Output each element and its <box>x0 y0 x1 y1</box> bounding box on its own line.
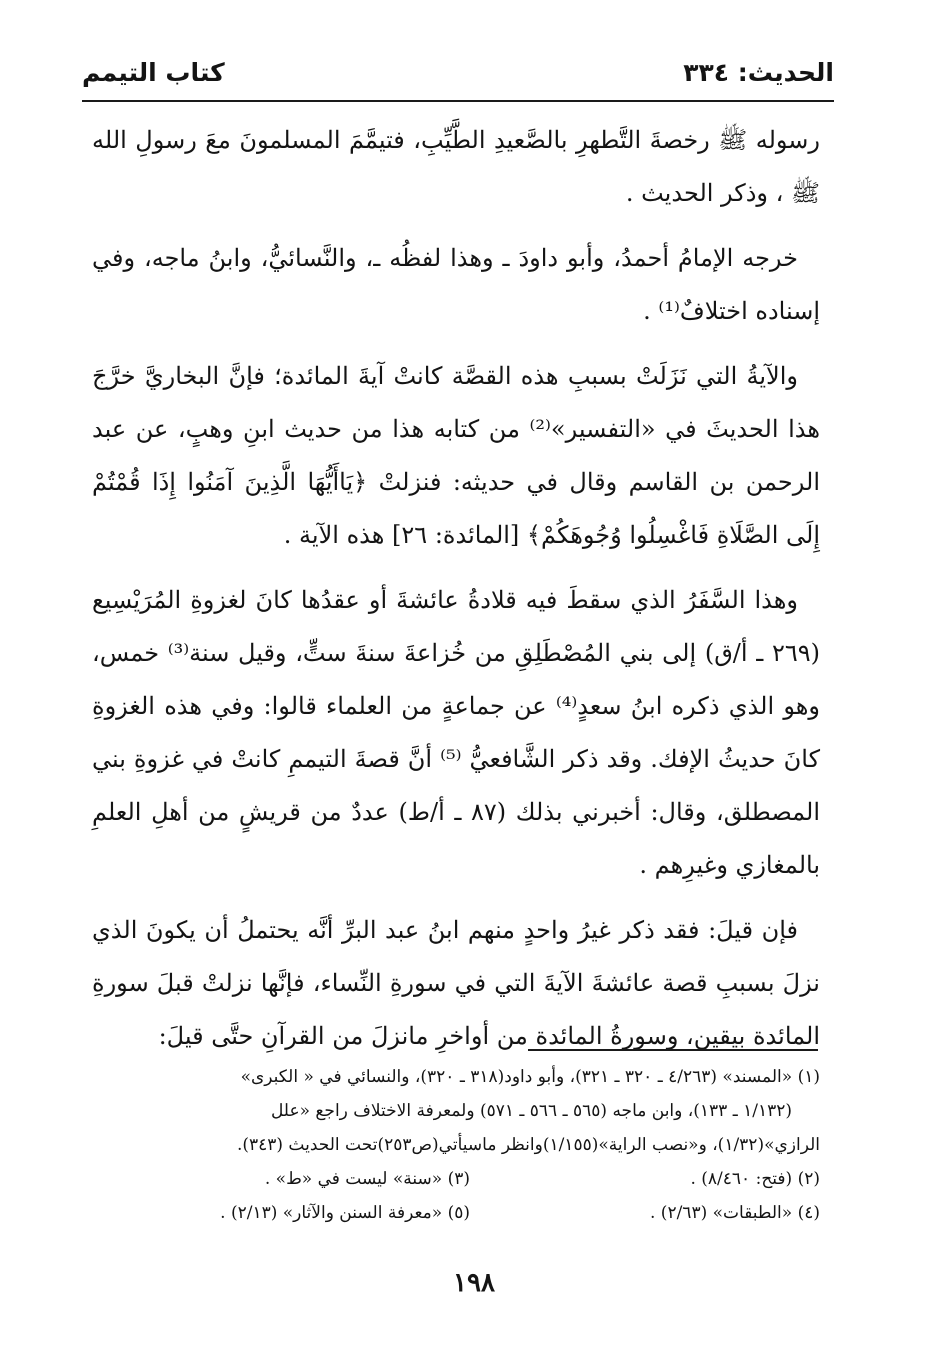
paragraph: خرجه الإمامُ أحمدُ، وأبو داودَ ـ وهذا لفظُه ـ، والنَّسائيُّ، وابنُ ماجه، وفي إسناده اختلافٌ⁽¹⁾ . <box>92 244 820 325</box>
header-divider <box>82 100 834 102</box>
running-header <box>82 56 834 96</box>
footnote-1-continued: الرازي»(١/٣٢)، و«نصب الراية»(١/١٥٥)وانظر ماسيأتي(ص٢٥٣)تحت الحديث (٣٤٣). <box>236 1135 820 1155</box>
page-number: ١٩٨ <box>453 1268 495 1298</box>
footnote-3: (٣) «سنة» ليست في «ط» . <box>264 1169 470 1189</box>
chapter-title: كتاب التيمم <box>82 58 225 87</box>
footnote-1: (١) «المسند» (٤/٢٦٣ ـ ٣٢٠ ـ ٣٢١)، وأبو داود(٣١٨ ـ ٣٢٠)، والنسائي في « الكبرى» <box>240 1067 820 1087</box>
hadith-number-label: الحديث: ٣٣٤ <box>683 58 834 87</box>
footnote-divider <box>528 1049 818 1051</box>
footnote-1-continued: (١/١٣٢ ـ ١٣٣)، وابن ماجه (٥٦٥ ـ ٥٦٦ ـ ٥٧١) ولمعرفة الاختلاف راجع «علل <box>270 1101 792 1121</box>
main-text <box>92 114 820 1075</box>
paragraph: رسوله ﷺ رخصةَ التَّطهرِ بالصَّعيدِ الطَّيِّبِ، فتيمَّمَ المسلمونَ معَ رسولِ الله ﷺ ، وذكر الحديث . <box>92 126 820 207</box>
footnote-2: (٢) (فتح: ٨/٤٦٠) . <box>690 1169 820 1189</box>
paragraph: فإن قيلَ: فقد ذكر غيرُ واحدٍ منهم ابنُ عبد البرِّ أنَّه يحتملُ أن يكونَ الذي نزلَ بسببِ قصة عائشةَ الآيةَ التي في سورةِ النِّساء، فإنَّها نزلتْ قبلَ سورةِ المائدة بيقين، وسورةُ المائدة من أواخرِ مانزلَ من القرآنِ حتَّى قيلَ: <box>92 916 820 1050</box>
footnotes <box>84 1060 820 1230</box>
paragraph: والآيةُ التي نَزَلَتْ بسببِ هذه القصَّة كانتْ آيةَ المائدة؛ فإنَّ البخاريَّ خرَّجَ هذا الحديثَ في «التفسير»⁽²⁾ من كتابه هذا من حديث ابنِ وهبٍ، عن عبد الرحمن بن القاسم وقال في حديثه: فنزلتْ ﴿يَاأَيُّهَا الَّذِينَ آمَنُوا إِذَا قُمْتُمْ إِلَى الصَّلَاةِ فَاغْسِلُوا وُجُوهَكُمْ﴾ [المائدة: ٢٦] هذه الآية . <box>92 362 820 549</box>
paragraph: وهذا السَّفَرُ الذي سقطَ فيه قلادةُ عائشةَ أو عقدُها كانَ لغزوةِ المُرَيْسِيع (٢٦٩ ـ أ/ق) إلى بني المُصْطَلِقِ من خُزاعةَ سنةَ ستٍّ، وقيل سنة⁽³⁾ خمس، وهو الذي ذكره ابنُ سعدٍ⁽⁴⁾ عن جماعةٍ من العلماء قالوا: وفي هذه الغزوةِ كانَ حديثُ الإفك. وقد ذكر الشَّافعيُّ ⁽⁵⁾ أنَّ قصةَ التيممِ كانتْ في غزوةِ بني المصطلق، وقال: أخبرني بذلك (٨٧ ـ أ/ط) عددٌ من قريشٍ من أهلِ العلمِ بالمغازي وغيرِهم . <box>92 586 821 879</box>
footnote-4: (٤) «الطبقات» (٢/٦٣) . <box>650 1203 820 1223</box>
footnote-5: (٥) «معرفة السنن والآثار» (٢/١٣) . <box>220 1203 470 1223</box>
footnote-row <box>84 1196 820 1230</box>
footnote-row <box>84 1162 820 1196</box>
